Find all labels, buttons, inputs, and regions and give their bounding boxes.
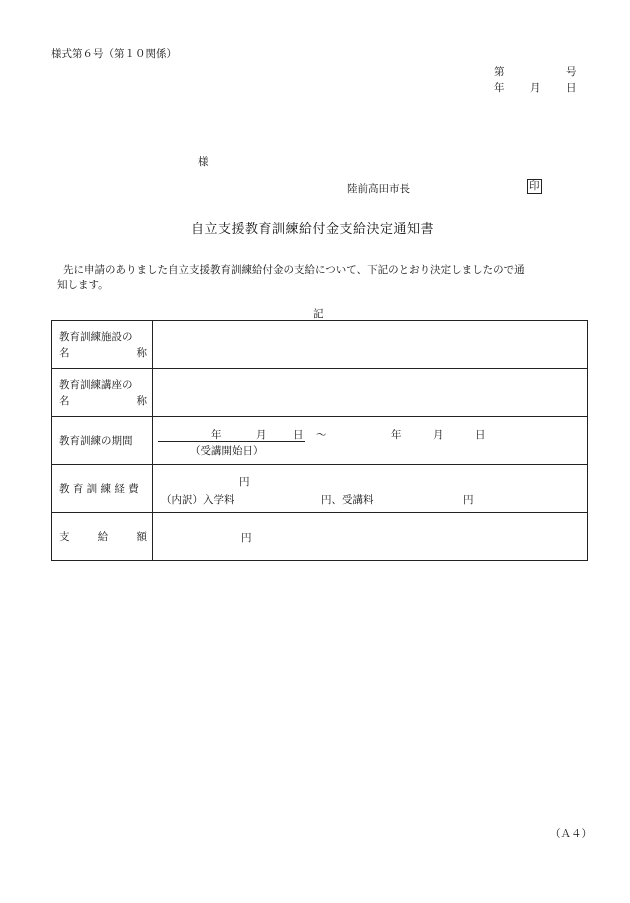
form-number: 様式第６号（第１０関係） [51, 48, 177, 60]
table-row-amount [52, 513, 588, 561]
table-row-facility [52, 321, 588, 369]
period-start-year: 年 [211, 429, 222, 441]
period-start-day: 日 [293, 429, 304, 441]
seal-mark: 印 [529, 180, 540, 192]
period-label: 教育訓練の期間 [52, 417, 153, 465]
period-end-year: 年 [391, 429, 402, 441]
facility-label-name-a: 名 [59, 346, 70, 359]
period-end-month: 月 [433, 429, 444, 441]
facility-label-line2 [59, 345, 152, 361]
amount-yen: 円 [241, 532, 252, 544]
course-label [52, 369, 153, 417]
document-number-suffix: 号 [566, 66, 577, 78]
body-text-line1: 先に申請のありました自立支援教育訓練給付金の支給について、下記のとおり決定しましたので通 [63, 264, 525, 276]
body-text-line2: 知します。 [57, 279, 109, 291]
facility-label [52, 321, 153, 369]
addressee-honorific: 様 [198, 156, 209, 168]
period-tilde: ～ [316, 429, 327, 441]
cost-label: 教 育 訓 練 経 費 [52, 465, 153, 513]
table-row-period [52, 417, 588, 465]
course-value-cell[interactable] [153, 369, 588, 417]
amount-label-a: 支 [59, 530, 70, 543]
facility-label-name-b: 称 [136, 346, 147, 359]
period-end-day: 日 [475, 429, 486, 441]
cost-value-cell[interactable] [153, 465, 588, 513]
paper-size-note: （Ａ４） [550, 828, 592, 840]
issuer-seal [527, 179, 542, 194]
period-underline [158, 441, 305, 442]
cost-tuition-label: 円、受講料 [321, 494, 374, 506]
course-label-line2 [59, 393, 152, 409]
decision-table [51, 320, 588, 561]
ki-heading: 記 [313, 308, 324, 320]
document-title: 自立支援教育訓練給付金支給決定通知書 [191, 222, 435, 237]
date-day-label: 日 [566, 82, 577, 94]
cost-total-yen: 円 [239, 476, 250, 488]
period-value-cell[interactable] [153, 417, 588, 465]
amount-label [52, 513, 153, 561]
date-year-label: 年 [494, 82, 505, 94]
facility-label-line1: 教育訓練施設の [59, 330, 133, 343]
facility-value-cell[interactable] [153, 321, 588, 369]
table-row-course [52, 369, 588, 417]
date-month-label: 月 [530, 82, 541, 94]
amount-label-text [59, 529, 152, 545]
cost-breakdown-label: （内訳）入学料 [161, 494, 235, 506]
amount-label-b: 給 [97, 530, 109, 543]
course-label-name-a: 名 [59, 394, 70, 407]
course-label-line1: 教育訓練講座の [59, 378, 133, 391]
amount-value-cell[interactable] [153, 513, 588, 561]
period-start-note: （受講開始日） [190, 445, 264, 457]
document-number-prefix: 第 [494, 66, 505, 78]
table-row-cost [52, 465, 588, 513]
cost-tuition-yen: 円 [463, 494, 474, 506]
course-label-name-b: 称 [136, 394, 147, 407]
period-start-month: 月 [256, 429, 267, 441]
amount-label-c: 額 [136, 530, 147, 543]
issuer-name: 陸前高田市長 [347, 183, 410, 195]
